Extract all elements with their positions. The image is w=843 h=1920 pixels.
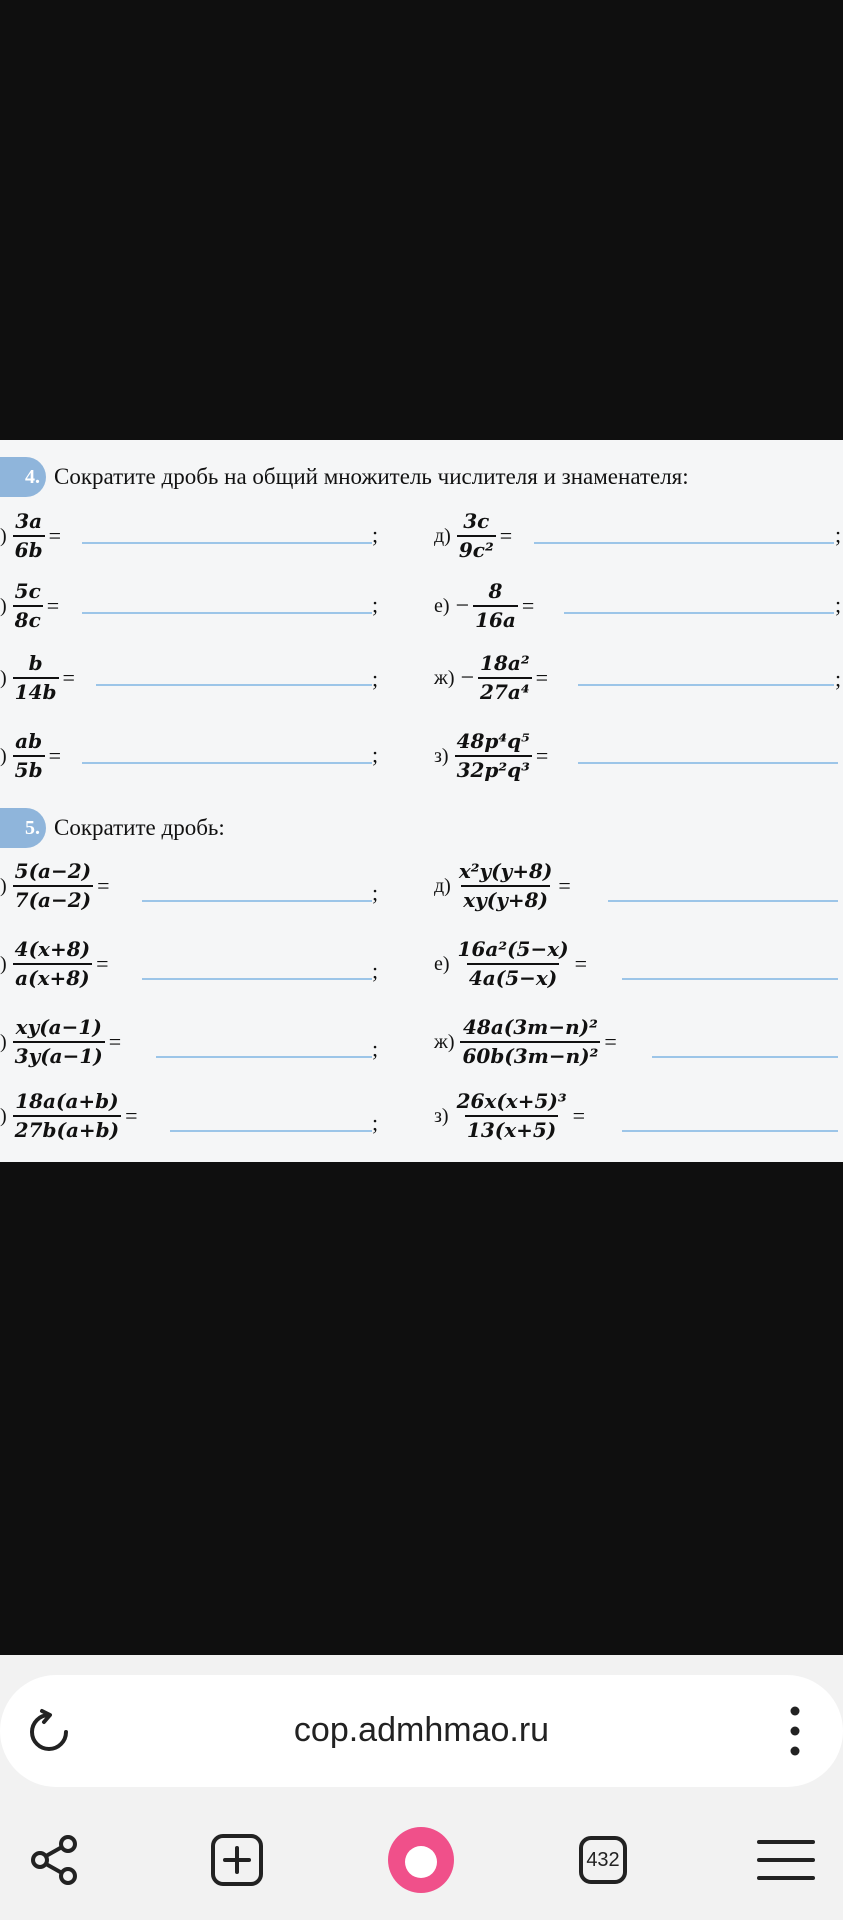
task-4-item-zh: ж) − $\frac{\text{18a²}}{\text{27a⁴}}$ = bbox=[434, 651, 549, 704]
fraction: $\frac{\text{48p⁴q⁵}}{\text{32p²q³}}$ bbox=[456, 729, 530, 782]
menu-icon bbox=[757, 1836, 815, 1884]
answer-line[interactable] bbox=[578, 762, 838, 764]
semicolon: ; bbox=[372, 1110, 379, 1135]
answer-line[interactable] bbox=[564, 612, 834, 614]
new-tab-icon bbox=[209, 1832, 265, 1888]
task-4-item-e: е) − $\frac{8}{16a}$ = bbox=[434, 579, 535, 632]
share-icon bbox=[26, 1832, 82, 1888]
browser-bottom-bar bbox=[0, 1655, 843, 1920]
address-bar[interactable] bbox=[0, 1675, 843, 1787]
task-5-title: Сократите дробь: bbox=[54, 815, 225, 840]
alice-icon bbox=[386, 1825, 456, 1895]
task-4-header bbox=[0, 457, 689, 497]
semicolon: ; bbox=[372, 666, 379, 691]
task-5-number: 5. bbox=[0, 808, 46, 848]
task-5-item-e: е) $\frac{\text{16a²(5−x)}}{4a(5-x)}$ = bbox=[434, 937, 588, 990]
answer-line[interactable] bbox=[652, 1056, 838, 1058]
more-icon[interactable] bbox=[782, 1703, 808, 1759]
task-4-item-b: ) $\frac{5c}{8c}$ = bbox=[0, 579, 60, 632]
task-5-item-a: ) $\frac{5(a-2)}{7(a-2)}$ = bbox=[0, 859, 110, 912]
semicolon: ; bbox=[835, 522, 842, 547]
fraction: $\frac{4(x+8)}{a(x+8)}$ bbox=[14, 937, 91, 990]
answer-line[interactable] bbox=[96, 684, 372, 686]
semicolon: ; bbox=[372, 1036, 379, 1061]
semicolon: ; bbox=[372, 742, 379, 767]
menu-button[interactable] bbox=[746, 1820, 826, 1900]
task-5-item-zh: ж) $\frac{\text{48a(3m−n)²}}{\text{60b(3m−n)²}}$ = bbox=[434, 1015, 617, 1068]
answer-line[interactable] bbox=[534, 542, 834, 544]
answer-line[interactable] bbox=[142, 900, 372, 902]
new-tab-button[interactable] bbox=[197, 1820, 277, 1900]
fraction: $\frac{8}{16a}$ bbox=[475, 579, 516, 632]
task-4-number: 4. bbox=[0, 457, 46, 497]
answer-line[interactable] bbox=[82, 612, 372, 614]
fraction: $\frac{\text{18a²}}{\text{27a⁴}}$ bbox=[480, 651, 530, 704]
fraction: $\frac{\text{16a²(5−x)}}{4a(5-x)}$ bbox=[457, 937, 569, 990]
answer-line[interactable] bbox=[142, 978, 372, 980]
fraction: $\frac{18a(a+b)}{27b(a+b)}$ bbox=[14, 1089, 120, 1142]
answer-line[interactable] bbox=[622, 978, 838, 980]
fraction: $\frac{3c}{\text{9c²}}$ bbox=[458, 509, 494, 562]
task-5-item-d: ) $\frac{18a(a+b)}{27b(a+b)}$ = bbox=[0, 1089, 138, 1142]
answer-line[interactable] bbox=[578, 684, 834, 686]
alice-button[interactable] bbox=[381, 1820, 461, 1900]
semicolon: ; bbox=[835, 592, 842, 617]
semicolon: ; bbox=[372, 958, 379, 983]
answer-line[interactable] bbox=[82, 762, 372, 764]
bottom-navigation bbox=[0, 1820, 843, 1900]
fraction: $\frac{5(a-2)}{7(a-2)}$ bbox=[14, 859, 92, 912]
task-4-item-a: ) $\frac{3a}{6b}$ = bbox=[0, 509, 61, 562]
fraction: $\frac{5c}{8c}$ bbox=[14, 579, 41, 632]
fraction: $\frac{ab}{5b}$ bbox=[14, 729, 43, 782]
answer-line[interactable] bbox=[82, 542, 372, 544]
answer-line[interactable] bbox=[156, 1056, 372, 1058]
answer-line[interactable] bbox=[170, 1130, 372, 1132]
semicolon: ; bbox=[835, 666, 842, 691]
fraction: $\frac{\text{x²y(y+8)}}{xy(y+8)}$ bbox=[458, 859, 553, 912]
fraction: $\frac{\text{26x(x+5)³}}{13(x+5)}$ bbox=[456, 1089, 567, 1142]
task-5-item-z: з) $\frac{\text{26x(x+5)³}}{13(x+5)}$ = bbox=[434, 1089, 586, 1142]
task-5-header bbox=[0, 808, 225, 848]
tabs-button[interactable] bbox=[563, 1820, 643, 1900]
answer-line[interactable] bbox=[608, 900, 838, 902]
semicolon: ; bbox=[372, 522, 379, 547]
fraction: $\frac{b}{14b}$ bbox=[14, 651, 57, 704]
task-4-item-c: ) $\frac{b}{14b}$ = bbox=[0, 651, 75, 704]
exercise-sheet bbox=[0, 440, 843, 1162]
fraction: $\frac{\text{48a(3m−n)²}}{\text{60b(3m−n)²}}$ bbox=[462, 1015, 599, 1068]
semicolon: ; bbox=[372, 880, 379, 905]
task-4-title: Сократите дробь на общий множитель числителя и знаменателя: bbox=[54, 464, 689, 489]
task-5-item-d-ru: д) $\frac{\text{x²y(y+8)}}{xy(y+8)}$ = bbox=[434, 859, 571, 912]
task-5-item-b: ) $\frac{4(x+8)}{a(x+8)}$ = bbox=[0, 937, 109, 990]
task-4-item-z: з) $\frac{\text{48p⁴q⁵}}{\text{32p²q³}}$ = bbox=[434, 729, 549, 782]
fraction: $\frac{xy(a-1)}{3y(a-1)}$ bbox=[14, 1015, 103, 1068]
fraction: $\frac{3a}{6b}$ bbox=[14, 509, 43, 562]
task-4-item-d-ru: д) $\frac{3c}{\text{9c²}}$ = bbox=[434, 509, 513, 562]
task-5-item-c: ) $\frac{xy(a-1)}{3y(a-1)}$ = bbox=[0, 1015, 122, 1068]
answer-line[interactable] bbox=[622, 1130, 838, 1132]
url-text[interactable]: cop.admhmao.ru bbox=[293, 1711, 550, 1749]
task-4-item-d: ) $\frac{ab}{5b}$ = bbox=[0, 729, 61, 782]
share-button[interactable] bbox=[14, 1820, 94, 1900]
semicolon: ; bbox=[372, 592, 379, 617]
tabs-icon: 432 bbox=[579, 1836, 627, 1884]
